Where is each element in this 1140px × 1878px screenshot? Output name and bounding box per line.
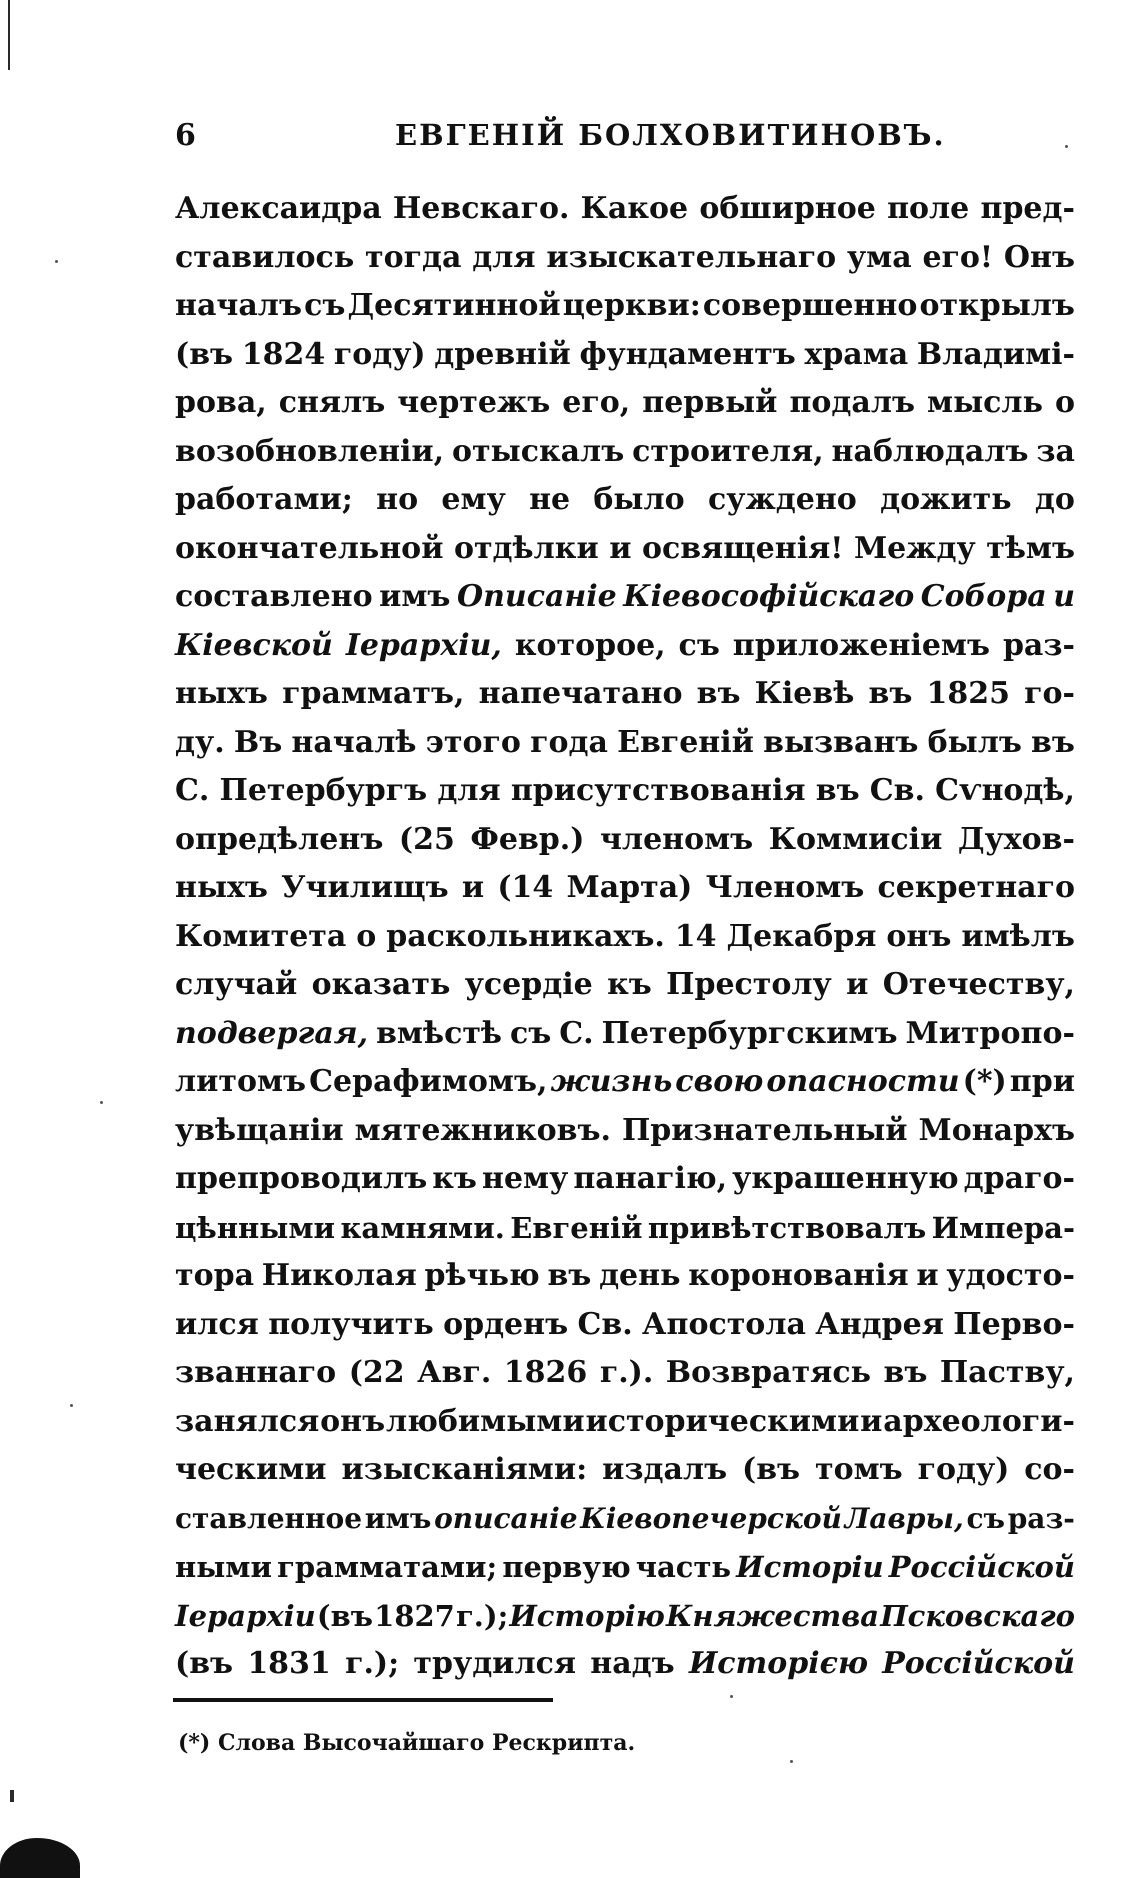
word: нему (481, 1161, 569, 1196)
italic-word: Кіевософійскаго (623, 579, 915, 614)
word: о (356, 918, 377, 954)
text-line (175, 767, 1075, 816)
text-line (175, 864, 1075, 913)
word: къ (432, 1161, 477, 1196)
word: фундаментъ (579, 336, 796, 372)
word: камнями. (340, 1210, 505, 1245)
word: ными (175, 1550, 272, 1584)
word: археологи- (883, 1403, 1075, 1439)
word: Монархъ (918, 1112, 1075, 1148)
word: имѣлъ (961, 918, 1075, 954)
word: имъ (379, 579, 451, 614)
scan-speck (70, 1404, 73, 1407)
word: первую (502, 1550, 631, 1584)
word: этого (425, 724, 521, 760)
word: Перво- (953, 1306, 1075, 1342)
word: ду. (175, 724, 225, 760)
word: Апостола (642, 1306, 806, 1342)
italic-word: Исторію (509, 1598, 665, 1633)
word: суждено (707, 482, 857, 517)
footnote: (*) Слова Высочайшаго Рескрипта. (178, 1730, 636, 1756)
word: Духов- (957, 821, 1075, 857)
word: Сѵнодѣ, (935, 773, 1075, 808)
italic-word: Псковскаго (880, 1598, 1075, 1633)
word: мятежниковъ. (354, 1112, 611, 1148)
word: отыскалъ (452, 433, 625, 469)
word: Евгеній (617, 724, 754, 760)
word: тогда (364, 239, 462, 275)
word: 1825 (926, 676, 1010, 711)
word: былъ (927, 724, 1022, 760)
italic-word: Княжества (665, 1598, 880, 1633)
text-line (175, 719, 1075, 768)
word: открылъ (919, 288, 1075, 323)
word: работами; (175, 482, 353, 517)
word: день (599, 1258, 681, 1293)
italic-word: Кіевской (175, 627, 333, 663)
word: тѣмъ (986, 530, 1075, 566)
italic-word: Россійской (888, 1550, 1075, 1584)
word: тора (175, 1258, 255, 1293)
word: драго- (963, 1161, 1075, 1196)
word: имъ (364, 1501, 432, 1535)
word: томъ (814, 1452, 903, 1487)
word: Онъ (1003, 239, 1075, 275)
text-line (175, 1058, 1075, 1107)
text-line (175, 670, 1075, 719)
word: Алексаидра (175, 191, 382, 226)
word: онъ (320, 1403, 386, 1439)
word: г.); (455, 1598, 509, 1633)
word: рѣчью (424, 1258, 540, 1293)
word: 1824 (241, 336, 326, 372)
word: было (593, 482, 685, 517)
word: приложеніемъ (732, 627, 991, 663)
word: надъ (590, 1646, 675, 1681)
text-line (175, 1640, 1075, 1689)
scan-speck (730, 1695, 733, 1698)
word: го- (1024, 676, 1075, 711)
word: Февр.) (470, 821, 585, 857)
word: увѣщаніи (175, 1112, 344, 1148)
word: храма (804, 336, 909, 372)
word: С. (559, 1015, 594, 1051)
word: для (437, 773, 501, 808)
word: занялся (175, 1403, 320, 1439)
word: при (1009, 1064, 1075, 1099)
word: напечатано (478, 676, 683, 711)
text-line (175, 1446, 1075, 1495)
text-line (175, 1010, 1075, 1059)
word: (*) (962, 1064, 1007, 1099)
word: ныхъ (175, 676, 268, 711)
italic-word: Собора (920, 579, 1047, 614)
word: раз- (1002, 627, 1075, 663)
word: съ (678, 627, 720, 663)
word: составлено (175, 579, 373, 614)
word: членомъ (599, 821, 754, 857)
word: за (1036, 433, 1075, 469)
scan-edge-mark (10, 1790, 14, 1802)
word: не (529, 482, 571, 517)
scan-speck (55, 260, 58, 263)
text-line (175, 282, 1075, 331)
scan-edge-mark (8, 0, 10, 70)
text-line (175, 1301, 1075, 1350)
word: Владимі- (916, 336, 1075, 372)
word: его, (562, 385, 631, 420)
word: 1827 (374, 1598, 455, 1633)
word: и (916, 1258, 939, 1293)
body-text (175, 185, 1075, 1689)
text-line (175, 1252, 1075, 1301)
word: оказать (311, 967, 451, 1002)
italic-word: Іерархіи (175, 1598, 316, 1633)
running-head: ЕВГЕНІЙ БОЛХОВИТИНОВЪ. (395, 118, 946, 152)
text-line (175, 331, 1075, 380)
italic-word: подвергая, (175, 1015, 369, 1051)
word: званнаго (175, 1355, 337, 1390)
word: ился (175, 1306, 259, 1342)
word: отдѣлки (453, 530, 599, 566)
word: мысль (927, 385, 1043, 420)
word: въ (883, 1355, 928, 1390)
word: (14 (497, 870, 554, 905)
word: до (1034, 482, 1075, 517)
text-line (175, 234, 1075, 283)
word: окончательной (175, 530, 444, 566)
word: въ (696, 676, 741, 711)
word: ума (846, 239, 912, 275)
word: Петербургскимъ (601, 1015, 898, 1051)
word: Импера- (931, 1210, 1075, 1245)
word: ставилось (175, 239, 355, 275)
text-line (175, 1107, 1075, 1156)
text-line (175, 622, 1075, 671)
word: возобновленіи, (175, 433, 445, 469)
word: Десятинной (347, 288, 561, 323)
word: любимыми (385, 1403, 585, 1439)
text-line (175, 1349, 1075, 1398)
word: секретнаго (877, 870, 1075, 905)
word: освященія! (641, 530, 844, 566)
italic-word: Кіевопечерской (580, 1501, 842, 1535)
word: года (530, 724, 608, 760)
word: въ (815, 773, 860, 808)
word: для (472, 239, 536, 275)
word: Коммисіи (768, 821, 943, 857)
word: въ (868, 676, 913, 711)
scan-speck (790, 1760, 793, 1763)
word: Возвратясь (665, 1355, 871, 1390)
text-line (175, 573, 1075, 622)
word: Невскаго. (392, 191, 570, 226)
word: случай (175, 967, 298, 1002)
word: ныхъ (175, 870, 268, 905)
word: къ (607, 967, 652, 1002)
text-line (175, 816, 1075, 865)
word: 1826 (503, 1355, 588, 1390)
word: снялъ (278, 385, 386, 420)
italic-word: свою (675, 1064, 764, 1099)
italic-word: Лавры, (844, 1501, 964, 1535)
word: грамматами; (277, 1550, 498, 1584)
word: трудился (413, 1646, 577, 1681)
word: ему (441, 482, 506, 517)
word: Св. (869, 773, 925, 808)
text-line (175, 913, 1075, 962)
word: ставленное (175, 1501, 363, 1535)
word: Авг. (417, 1355, 492, 1390)
word: (25 (398, 821, 455, 857)
word: Св. (577, 1306, 633, 1342)
word: и (846, 967, 869, 1002)
word: получить (268, 1306, 434, 1342)
text-line (175, 1592, 1075, 1641)
text-line (175, 1398, 1075, 1447)
word: г.). (599, 1355, 654, 1390)
word: украшенную (732, 1161, 959, 1196)
word: С. (175, 773, 210, 808)
word: Петербургъ (219, 773, 428, 808)
word: Престолу (666, 967, 832, 1002)
word: (въ (742, 1452, 801, 1487)
text-line (175, 525, 1075, 574)
word: цѣнными (175, 1210, 336, 1245)
word: литомъ (175, 1064, 307, 1099)
word: его! (922, 239, 994, 275)
word: въ (1031, 724, 1075, 760)
word: началъ (175, 288, 302, 323)
word: и (860, 1403, 883, 1439)
word: (22 (348, 1355, 405, 1390)
italic-word: Описаніе (456, 579, 617, 614)
word: Училищъ (281, 870, 449, 905)
word: строителя, (632, 433, 824, 469)
word: удосто- (946, 1258, 1075, 1293)
word: изысканіями: (341, 1452, 588, 1487)
word: (въ (316, 1598, 374, 1633)
word: вмѣстѣ (376, 1015, 503, 1051)
word: подалъ (789, 385, 916, 420)
word: году) (917, 1452, 1010, 1487)
word: Николая (261, 1258, 417, 1293)
word: часть (635, 1550, 732, 1584)
text-line (175, 476, 1075, 525)
word: Между (853, 530, 976, 566)
page-number: 6 (175, 118, 196, 153)
word: Комитета (175, 918, 347, 954)
word: присутствованія (510, 773, 806, 808)
word: Декабря (726, 918, 877, 954)
word: 14 (674, 918, 717, 954)
word: пред- (980, 191, 1075, 226)
italic-word: описаніе (434, 1501, 578, 1535)
word: 1831 (247, 1646, 331, 1681)
word: панагію, (573, 1161, 728, 1196)
italic-word: опасности (766, 1064, 960, 1099)
italic-word: Іерархіи, (345, 627, 502, 663)
word: г.); (345, 1646, 400, 1681)
word: Андрея (815, 1306, 944, 1342)
word: первый (642, 385, 778, 420)
word: дожить (880, 482, 1012, 517)
text-line (175, 1155, 1075, 1204)
word: съ (966, 1501, 1005, 1535)
text-line (175, 1543, 1075, 1592)
word: съ (510, 1015, 552, 1051)
word: въ (547, 1258, 592, 1293)
word: историческими (585, 1403, 860, 1439)
word: привѣтствовалъ (647, 1210, 927, 1245)
word: Митропо- (905, 1015, 1075, 1051)
text-line (175, 428, 1075, 477)
word: препроводилъ (175, 1161, 428, 1196)
word: Кіевѣ (754, 676, 855, 711)
word: церкви: (562, 288, 701, 323)
italic-word: жизнь (550, 1064, 673, 1099)
word: Въ (233, 724, 283, 760)
text-line (175, 379, 1075, 428)
text-line (175, 185, 1075, 234)
word: изыскательнаго (546, 239, 837, 275)
word: съ (304, 288, 346, 323)
word: (въ (175, 336, 234, 372)
word: которое, (514, 627, 666, 663)
word: Признательный (621, 1112, 908, 1148)
word: Марта) (566, 870, 693, 905)
word: Паству, (939, 1355, 1075, 1390)
italic-word: Россійской (882, 1646, 1075, 1681)
word: и (461, 870, 485, 905)
word: но (376, 482, 419, 517)
word: вызванъ (763, 724, 919, 760)
footnote-rule (173, 1698, 553, 1702)
word: наблюдалъ (831, 433, 1029, 469)
word: о (1054, 385, 1075, 420)
word: раскольникахъ. (386, 918, 665, 954)
word: Какое (580, 191, 689, 226)
word: обширное (699, 191, 876, 226)
word: началѣ (291, 724, 417, 760)
word: рова, (175, 385, 267, 420)
word: грамматъ, (282, 676, 465, 711)
word: опредѣленъ (175, 821, 384, 857)
scan-speck (1065, 145, 1068, 148)
word: Отечеству, (882, 967, 1075, 1002)
word: Серафимомъ, (309, 1064, 548, 1099)
word: раз- (1007, 1501, 1075, 1535)
word: совершенно (702, 288, 918, 323)
italic-word: Исторією (688, 1646, 868, 1681)
word: со- (1024, 1452, 1075, 1487)
word: году) (333, 336, 426, 372)
scan-thumb-shadow (0, 1838, 80, 1878)
word: Евгеній (510, 1210, 643, 1245)
italic-word: и (1053, 579, 1075, 614)
word: усердіе (464, 967, 593, 1002)
text-line (175, 1495, 1075, 1544)
word: издалъ (602, 1452, 728, 1487)
word: чертежъ (397, 385, 551, 420)
word: и (609, 530, 632, 566)
word: орденъ (443, 1306, 569, 1342)
page-header (175, 118, 1075, 158)
word: поле (887, 191, 970, 226)
word: древній (434, 336, 571, 372)
word: онъ (886, 918, 952, 954)
word: ческими (175, 1452, 327, 1487)
word: коронованія (688, 1258, 909, 1293)
scan-speck (100, 1101, 103, 1104)
italic-word: Исторіи (736, 1550, 884, 1584)
text-line (175, 961, 1075, 1010)
word: Членомъ (705, 870, 865, 905)
text-line (175, 1204, 1075, 1253)
word: (въ (175, 1646, 234, 1681)
